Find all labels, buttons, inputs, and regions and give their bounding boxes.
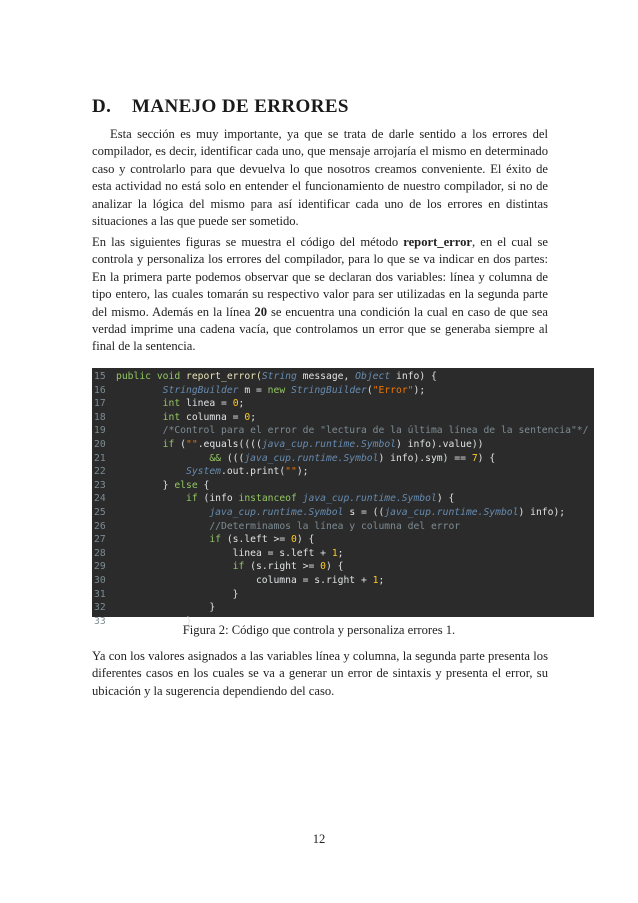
line-number: 19	[94, 425, 106, 437]
line-number: 23	[94, 479, 106, 491]
code-token: java_cup.runtime.Symbol	[384, 506, 519, 518]
code-token: new	[267, 384, 292, 396]
line-number: 18	[94, 411, 106, 423]
code-token: 0	[244, 411, 251, 423]
code-text	[116, 424, 588, 438]
code-token: }	[116, 588, 239, 600]
code-token: int	[162, 398, 187, 410]
code-line	[92, 588, 594, 602]
code-line	[92, 547, 594, 561]
code-token: 7	[471, 452, 478, 464]
code-token: 0	[320, 561, 326, 573]
code-text	[116, 492, 454, 506]
line-number: 29	[94, 561, 106, 573]
code-token: StringBuilder	[162, 384, 239, 396]
code-line	[92, 492, 594, 506]
line-number: 30	[94, 574, 106, 586]
paragraph-text: En las siguientes figuras se muestra el código del método	[92, 235, 404, 249]
code-text	[116, 588, 238, 602]
code-token: info) {	[390, 371, 437, 382]
code-token: instanceof	[238, 493, 303, 505]
line-number: 16	[94, 384, 106, 396]
code-token: linea = s.left +	[116, 547, 332, 559]
code-line	[92, 601, 594, 615]
code-token: message,	[296, 371, 356, 382]
code-token: }	[116, 602, 216, 614]
code-token: "Error"	[372, 384, 414, 396]
line-number: 31	[94, 588, 106, 600]
code-line	[92, 465, 594, 479]
line-number: 28	[94, 547, 106, 559]
line-number: 21	[94, 452, 106, 464]
code-line	[92, 397, 594, 411]
code-line	[92, 438, 594, 452]
code-token: }	[116, 479, 175, 491]
code-text	[116, 547, 344, 561]
code-token: else	[174, 479, 204, 491]
code-token: 1	[331, 547, 338, 559]
code-token: System	[186, 466, 221, 478]
code-line	[92, 533, 594, 547]
method-description-paragraph	[92, 234, 548, 356]
code-token: //Determinamos la línea y columna del error	[209, 520, 461, 532]
code-token: java_cup.runtime.Symbol	[244, 452, 379, 464]
code-token: report_error(	[186, 371, 262, 382]
code-token: 0	[232, 398, 239, 410]
code-token: ;	[250, 411, 257, 423]
code-token	[116, 412, 163, 423]
code-text	[116, 438, 484, 452]
code-line	[92, 506, 594, 520]
code-token: linea =	[186, 398, 233, 410]
line-reference: 20	[254, 304, 268, 319]
code-token: /*Control para el error de "lectura de la última línea de la sentencia"*/	[162, 425, 589, 437]
code-token	[116, 561, 233, 572]
code-token: 0	[290, 534, 297, 546]
code-token: &&	[209, 452, 227, 464]
code-line	[92, 370, 594, 384]
paragraph-text: se encuentra una condición la cual en caso de que sea verdad imprime una cadena vacía, que controlamos un error que se generaba siempre al final de la sentencia.	[92, 304, 548, 354]
code-line	[92, 479, 594, 493]
code-token	[116, 385, 163, 396]
code-token	[116, 507, 209, 518]
code-token: ) info).value))	[396, 438, 484, 450]
code-text	[116, 506, 565, 520]
code-token	[116, 493, 186, 504]
code-token: StringBuilder	[291, 384, 367, 396]
code-token: (	[180, 438, 187, 450]
code-token: ) {	[477, 452, 496, 464]
code-token: ;	[337, 547, 344, 559]
page-number: 12	[312, 832, 326, 846]
code-token: ) info);	[518, 506, 566, 518]
code-token	[116, 534, 209, 545]
code-token: ""	[186, 438, 198, 450]
code-text	[116, 397, 244, 411]
code-token: java_cup.runtime.Symbol	[209, 506, 344, 518]
code-token: .out.print(	[221, 466, 286, 478]
code-text	[116, 411, 256, 425]
code-text	[116, 601, 215, 615]
code-line	[92, 411, 594, 425]
code-token: (s.right >=	[250, 561, 321, 573]
code-lines	[92, 370, 594, 628]
code-token: columna = s.right +	[116, 574, 373, 586]
code-token: );	[296, 466, 309, 478]
section-number: D.	[92, 96, 112, 117]
code-screenshot	[92, 368, 594, 627]
code-token: (	[366, 384, 373, 396]
line-number: 20	[94, 438, 106, 450]
line-number: 26	[94, 520, 106, 532]
code-token	[116, 466, 186, 477]
code-line	[92, 574, 594, 588]
code-token: ) {	[296, 534, 315, 546]
line-number: 27	[94, 534, 106, 546]
code-token: columna =	[186, 411, 245, 423]
code-token: void	[156, 371, 186, 382]
code-token: );	[413, 384, 426, 396]
code-token: (((	[226, 452, 245, 464]
code-token: if	[232, 561, 251, 573]
code-token: Object	[355, 371, 391, 382]
second-part-paragraph: Ya con los valores asignados a las variables línea y columna, la segunda parte presenta los diferentes casos en los cuales se va a generar un error de sintaxis y presenta el error, su ubicación y la sugerencia dependiendo del caso.	[92, 649, 548, 698]
code-token	[116, 521, 209, 532]
code-line	[92, 452, 594, 466]
code-token	[116, 453, 209, 464]
line-number: 33	[94, 615, 106, 627]
code-token: .equals((((	[197, 438, 262, 450]
code-text	[116, 533, 314, 547]
code-line	[92, 520, 594, 534]
code-token: if	[186, 493, 204, 505]
code-text	[116, 479, 209, 493]
code-token: ;	[238, 398, 245, 410]
code-token	[116, 439, 163, 450]
line-number: 17	[94, 398, 106, 410]
code-text	[116, 465, 309, 479]
paragraph-text: , en el cual se controla y personaliza los errores del compilador, para lo que se va indicar en dos partes: En la primera parte podemos observar que se declaran dos variables: línea y columna de tipo entero, las cuales tomarán su respectivo valor para ser utilizadas en la segunda parte del mismo. Además en la línea	[92, 235, 549, 319]
line-number: 25	[94, 506, 106, 518]
code-token: ) {	[326, 561, 344, 573]
code-token: s = ((	[343, 506, 385, 518]
code-text	[116, 520, 460, 534]
line-number: 32	[94, 602, 106, 614]
code-text	[116, 452, 495, 466]
line-number: 15	[94, 371, 106, 382]
code-token	[116, 398, 163, 409]
code-line	[92, 424, 594, 438]
code-token: (info	[203, 493, 239, 505]
code-token: public	[116, 371, 157, 382]
section-heading	[92, 96, 349, 118]
intro-paragraph: Esta sección es muy importante, ya que se trata de darle sentido a los errores del compilador, es decir, identificar cada uno, que mensaje arrojaría el mismo en determinado caso y controlarlo para que devuelva lo que nosotros creamos conveniente. El éxito de esta actividad no está solo en entender el funcionamiento de nuestro compilador, si no de analizar la lógica del mismo para así identificar cada uno de los errores en distintas situaciones a las que puede ser sometido.	[92, 127, 548, 229]
code-token: ) info).sym) ==	[378, 452, 472, 464]
code-token: ""	[285, 466, 297, 478]
code-text	[116, 370, 437, 384]
code-token: 1	[372, 574, 379, 586]
code-token: java_cup.runtime.Symbol	[261, 438, 396, 450]
section-title: MANEJO DE ERRORES	[132, 96, 349, 117]
code-token: (s.left >=	[226, 534, 291, 546]
code-token: java_cup.runtime.Symbol	[302, 493, 437, 505]
figure-caption: Figura 2: Código que controla y personaliza errores 1.	[182, 623, 456, 637]
code-token: ) {	[436, 493, 455, 505]
code-token: String	[261, 371, 297, 382]
code-text	[116, 574, 384, 588]
line-number: 24	[94, 493, 106, 505]
code-line	[92, 384, 594, 398]
line-number: 22	[94, 466, 106, 478]
code-token: {	[203, 479, 210, 491]
code-text	[116, 560, 344, 574]
code-token: if	[209, 534, 227, 546]
code-token: m =	[238, 384, 268, 396]
code-text	[116, 384, 425, 398]
code-token	[116, 425, 163, 436]
code-token: int	[162, 411, 187, 423]
code-token: if	[162, 438, 181, 450]
code-token: ;	[378, 574, 385, 586]
code-token: }	[116, 615, 192, 627]
code-line	[92, 560, 594, 574]
method-name: report_error	[403, 235, 472, 249]
